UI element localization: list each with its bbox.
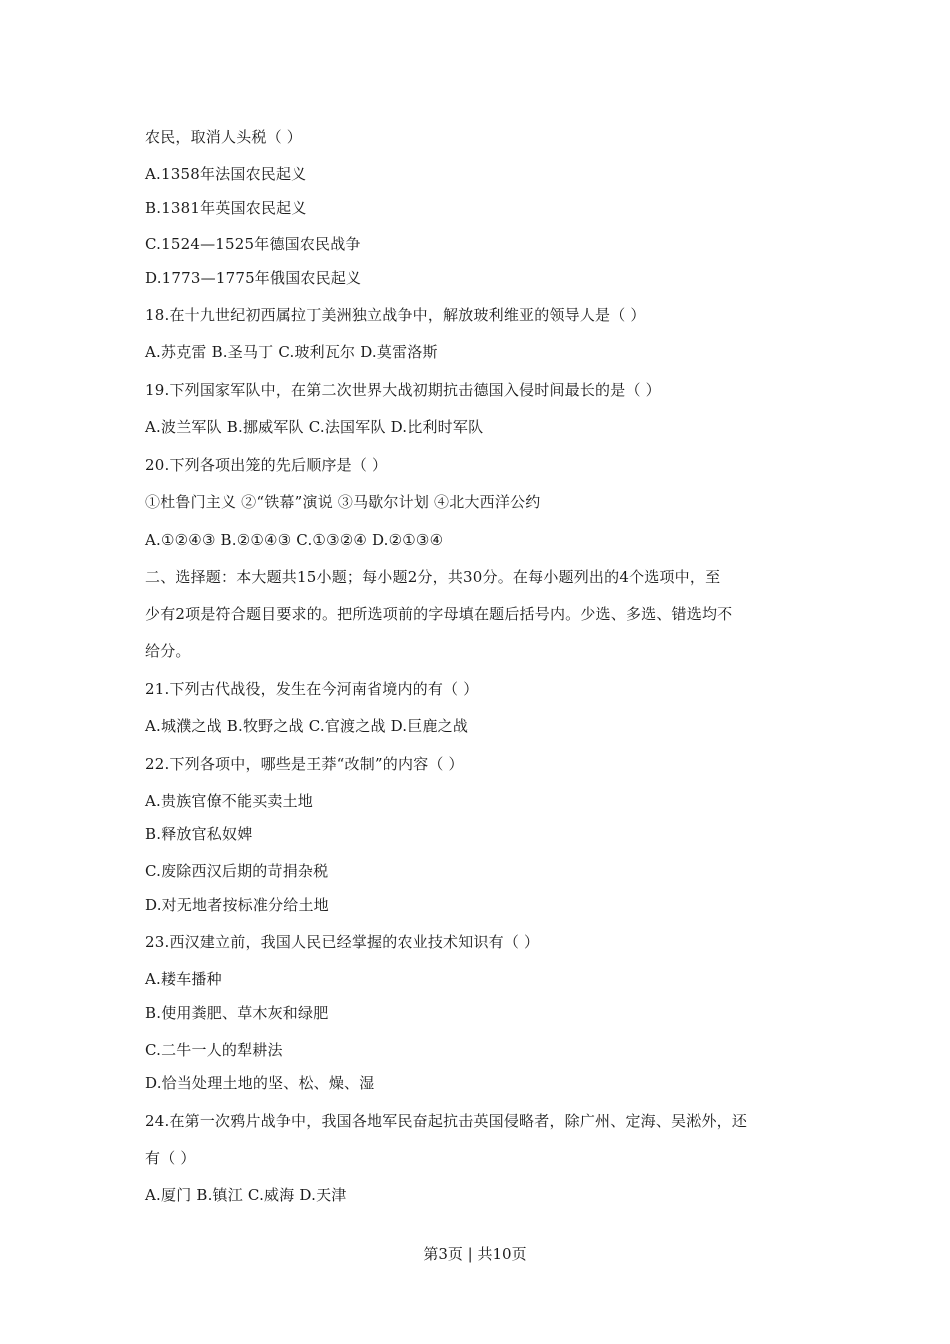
section-two-instructions-line3: 给分。	[145, 642, 191, 660]
q19-stem: 19.下列国家军队中，在第二次世界大战初期抗击德国入侵时间最长的是（ ）	[145, 381, 661, 399]
q20-items: ①杜鲁门主义 ②“铁幕”演说 ③马歇尔计划 ④北大西洋公约	[145, 493, 541, 511]
q17-option-a: A.1358年法国农民起义	[145, 165, 307, 183]
q24-stem-line2: 有（ ）	[145, 1149, 196, 1167]
q17-option-b: B.1381年英国农民起义	[145, 199, 307, 217]
q20-options: A.①②④③ B.②①④③ C.①③②④ D.②①③④	[145, 531, 444, 549]
q17-option-c: C.1524—1525年德国农民战争	[145, 235, 361, 253]
q23-option-b: B.使用粪肥、草木灰和绿肥	[145, 1004, 329, 1022]
q18-options: A.苏克雷 B.圣马丁 C.玻利瓦尔 D.莫雷洛斯	[145, 343, 438, 361]
q18-stem: 18.在十九世纪初西属拉丁美洲独立战争中，解放玻利维亚的领导人是（ ）	[145, 306, 646, 324]
section-two-instructions-line1: 二、选择题：本大题共15小题；每小题2分，共30分。在每小题列出的4个选项中，至	[145, 568, 721, 586]
q23-option-c: C.二牛一人的犁耕法	[145, 1041, 283, 1059]
q22-option-b: B.释放官私奴婢	[145, 825, 253, 843]
q22-option-c: C.废除西汉后期的苛捐杂税	[145, 862, 329, 880]
q22-option-a: A.贵族官僚不能买卖土地	[145, 792, 314, 810]
q21-options: A.城濮之战 B.牧野之战 C.官渡之战 D.巨鹿之战	[145, 717, 469, 735]
page-footer: 第3页 | 共10页	[423, 1245, 527, 1263]
q17-stem-continuation: 农民，取消人头税（ ）	[145, 128, 302, 146]
q22-stem: 22.下列各项中，哪些是王莽“改制”的内容（ ）	[145, 755, 464, 773]
q24-options: A.厦门 B.镇江 C.威海 D.天津	[145, 1186, 347, 1204]
section-two-instructions-line2: 少有2项是符合题目要求的。把所选项前的字母填在题后括号内。少选、多选、错选均不	[145, 605, 733, 623]
q21-stem: 21.下列古代战役，发生在今河南省境内的有（ ）	[145, 680, 479, 698]
q19-options: A.波兰军队 B.挪威军队 C.法国军队 D.比利时军队	[145, 418, 484, 436]
q23-stem: 23.西汉建立前，我国人民已经掌握的农业技术知识有（ ）	[145, 933, 540, 951]
q20-stem: 20.下列各项出笼的先后顺序是（ ）	[145, 456, 388, 474]
q22-option-d: D.对无地者按标准分给土地	[145, 896, 329, 914]
q17-option-d: D.1773—1775年俄国农民起义	[145, 269, 362, 287]
q24-stem-line1: 24.在第一次鸦片战争中，我国各地军民奋起抗击英国侵略者，除广州、定海、吴淞外，还	[145, 1112, 748, 1130]
q23-option-a: A.耧车播种	[145, 970, 222, 988]
q23-option-d: D.恰当处理土地的坚、松、燥、湿	[145, 1074, 375, 1092]
